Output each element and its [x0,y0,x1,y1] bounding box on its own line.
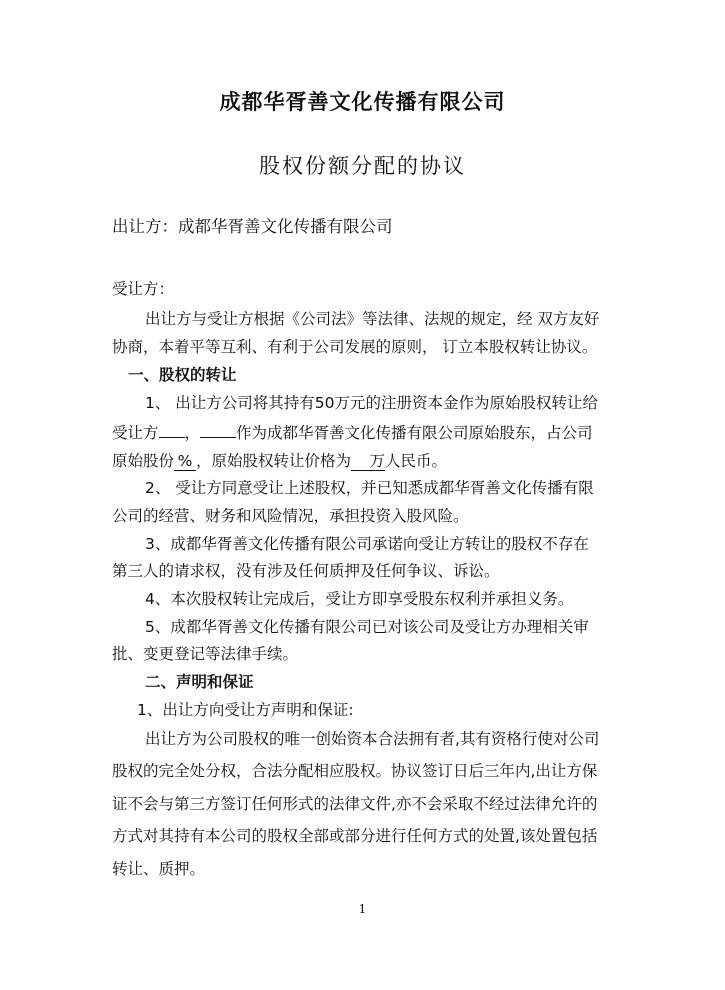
percentage-blank[interactable]: % [174,453,196,471]
item-1-line-2-rest: 作为成都华胥善文化传播有限公司原始股东，占公司 [236,424,593,442]
page-number: 1 [358,902,367,916]
company-title: 成都华胥善文化传播有限公司 [219,89,506,114]
section-2-para-line-5: 转让、质押。 [112,860,206,878]
item-3-line-1: 3、成都华胥善文化传播有限公司承诺向受让方转让的股权不存在 [145,535,589,553]
item-5-line-1: 5、成都华胥善文化传播有限公司已对该公司及受让方办理相关审 [145,618,589,636]
agreement-title: 股权份额分配的协议 [259,154,466,178]
item-2-line-2: 公司的经营、财务和风险情况，承担投资入股风险。 [112,507,469,525]
transferor-line [112,217,393,237]
section-1-heading: 一、股权的转让 [128,366,237,384]
transferee-label: 受让方： [112,280,175,298]
item-1-price-label: ，原始股权转让价格为 [196,452,352,470]
transferee-blank[interactable] [159,437,185,438]
item-3-line-2: 第三人的请求权，没有涉及任何质押及任何争议、诉讼。 [112,562,500,580]
section-2-heading: 二、声明和保证 [145,673,254,691]
intro-line-2: 协商，本着平等互利、有利于公司发展的原则， 订立本股权转让协议。 [112,338,598,356]
section-2-para-line-3: 证不会与第三方签订任何形式的法律文件,亦不会采取不经过法律允许的 [112,795,598,813]
transferor-label: 出让方： [112,217,178,236]
section-2-item-1: 1、出让方向受让方声明和保证: [137,701,354,719]
intro-line-1: 出让方与受让方根据《公司法》等法律、法规的规定，经 双方友好 [145,310,600,328]
item-1-shares-label: 原始股份 [112,452,175,470]
item-4-line-1: 4、本次股权转让完成后，受让方即享受股东权利并承担义务。 [145,590,574,608]
item-1-transferee-label: 受让方 [112,424,159,442]
item-1-line-2 [112,423,593,443]
price-blank[interactable]: 万 [351,453,385,471]
name-blank[interactable] [200,437,236,438]
item-1-currency: 人民币。 [385,452,448,470]
section-2-para-line-4: 方式对其持有本公司的股权全部或部分进行任何方式的处置,该处置包括 [112,827,598,845]
item-2-line-1: 2、 受让方同意受让上述股权，并已知悉成都华胥善文化传播有限 [145,479,594,497]
item-5-line-2: 批、变更登记等法律手续。 [112,645,299,663]
transferor-name: 成都华胥善文化传播有限公司 [178,217,393,236]
section-2-para-line-1: 出让方为公司股权的唯一创始资本合法拥有者,其有资格行使对公司 [145,730,600,748]
item-1-line-1: 1、 出让方公司将其持有50万元的注册资本金作为原始股权转让给 [145,394,599,412]
section-2-para-line-2: 股权的完全处分权，合法分配相应股权。协议签订日后三年内,出让方保 [112,762,598,780]
item-1-line-3 [112,451,447,471]
item-1-comma: ， [184,424,201,442]
